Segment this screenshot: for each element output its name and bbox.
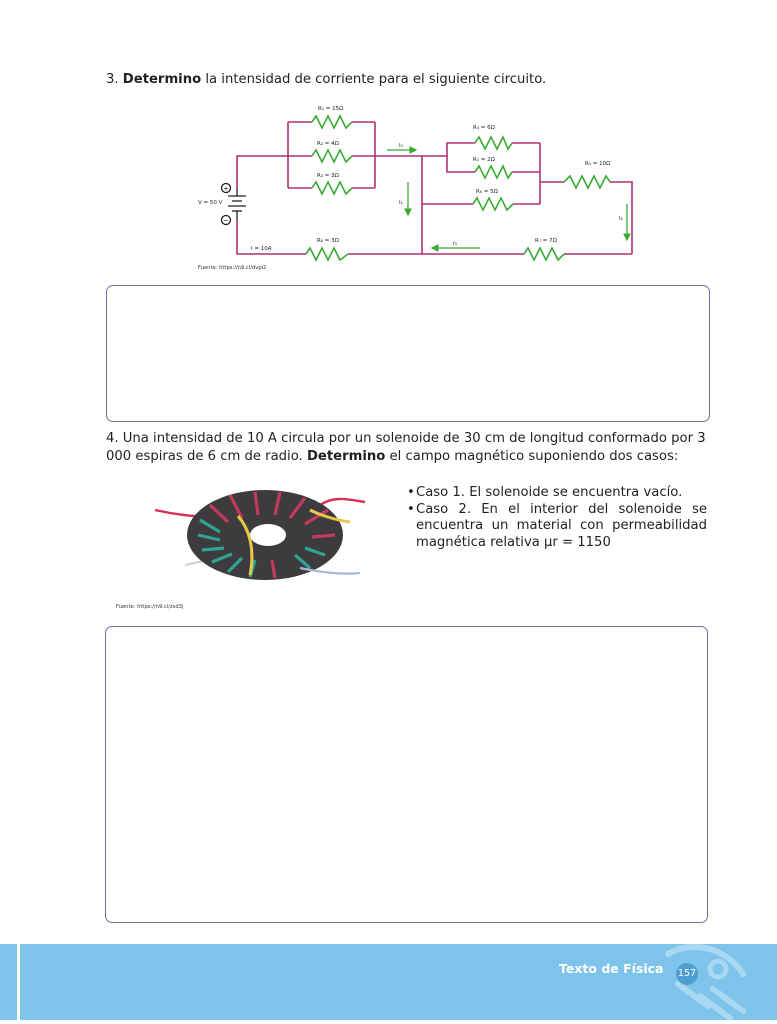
circuit-diagram (190, 100, 650, 270)
case-1 (407, 485, 707, 502)
case-2-text: Caso 2. En el interior del solenoide se encuentra un material con permeabilidad magnética relativa μr = 1150 (416, 501, 707, 550)
resistor-r9 (564, 176, 610, 188)
question-3 (106, 71, 546, 89)
label-r2: R₂ = 4Ω (317, 141, 339, 147)
answer-box-2[interactable] (105, 626, 708, 923)
question-3-number: 3. (106, 72, 119, 87)
resistor-r4 (475, 137, 512, 149)
resistors (306, 116, 610, 260)
label-r6: R₆ = 5Ω (476, 189, 498, 195)
question-4-prefix: 4. Una intensidad de 10 A circula por un solenoide de 30 cm de longitud conformado por 3 000 espiras de 6 cm de radio. (106, 431, 706, 464)
resistor-r6 (473, 198, 513, 210)
label-i3: I₃ (453, 241, 457, 247)
question-4-suffix: el campo magnético suponiendo dos casos: (389, 448, 679, 464)
page-number-badge: 157 (676, 963, 698, 985)
footer-divider (17, 944, 20, 1020)
toroid-solenoid-image (150, 480, 380, 595)
resistor-r7 (524, 248, 564, 260)
label-r5: R₅ = 2Ω (473, 157, 495, 163)
battery-minus-label: − (223, 216, 229, 225)
resistor-r8 (306, 248, 348, 260)
resistor-r2 (312, 150, 352, 162)
label-r4: R₄ = 6Ω (473, 125, 495, 131)
label-r9: R₉ = 10Ω (585, 161, 611, 167)
label-r1: R₁ = 15Ω (318, 106, 344, 112)
case-1-bullet: • (407, 485, 415, 500)
label-i4: I₄ (399, 143, 403, 149)
circuit-wires (237, 122, 632, 254)
question-3-verb: Determino (122, 72, 202, 87)
label-total-current: I = 10A (251, 246, 272, 252)
label-r3: R₃ = 3Ω (317, 173, 339, 179)
answer-box-1[interactable] (106, 285, 710, 422)
label-r8: R₈ = 3Ω (317, 238, 339, 244)
case-2 (407, 502, 707, 552)
label-r7: R₇ = 7Ω (535, 238, 557, 244)
resistor-r1 (312, 116, 352, 128)
label-i2: I₂ (619, 216, 623, 222)
case-2-bullet: • (407, 501, 415, 517)
question-3-text: la intensidad de corriente para el siguiente circuito. (205, 72, 547, 87)
source-2: Fuente: https://n9.cl/zsd3j (116, 604, 184, 610)
label-i1: I₁ (399, 200, 403, 206)
resistor-r3 (312, 182, 352, 194)
resistor-r5 (475, 166, 512, 178)
source-1: Fuente: https://n9.cl/dvpi2 (198, 265, 267, 271)
battery-plus-label: + (223, 184, 229, 193)
question-4 (106, 430, 710, 465)
label-voltage: V = 50 V (198, 200, 223, 206)
question-4-verb: Determino (306, 448, 386, 464)
case-1-text: Caso 1. El solenoide se encuentra vacío. (416, 485, 683, 500)
rocket-icon (648, 944, 758, 1020)
case-list (407, 485, 707, 551)
footer-book-title: Texto de Física (559, 961, 664, 976)
